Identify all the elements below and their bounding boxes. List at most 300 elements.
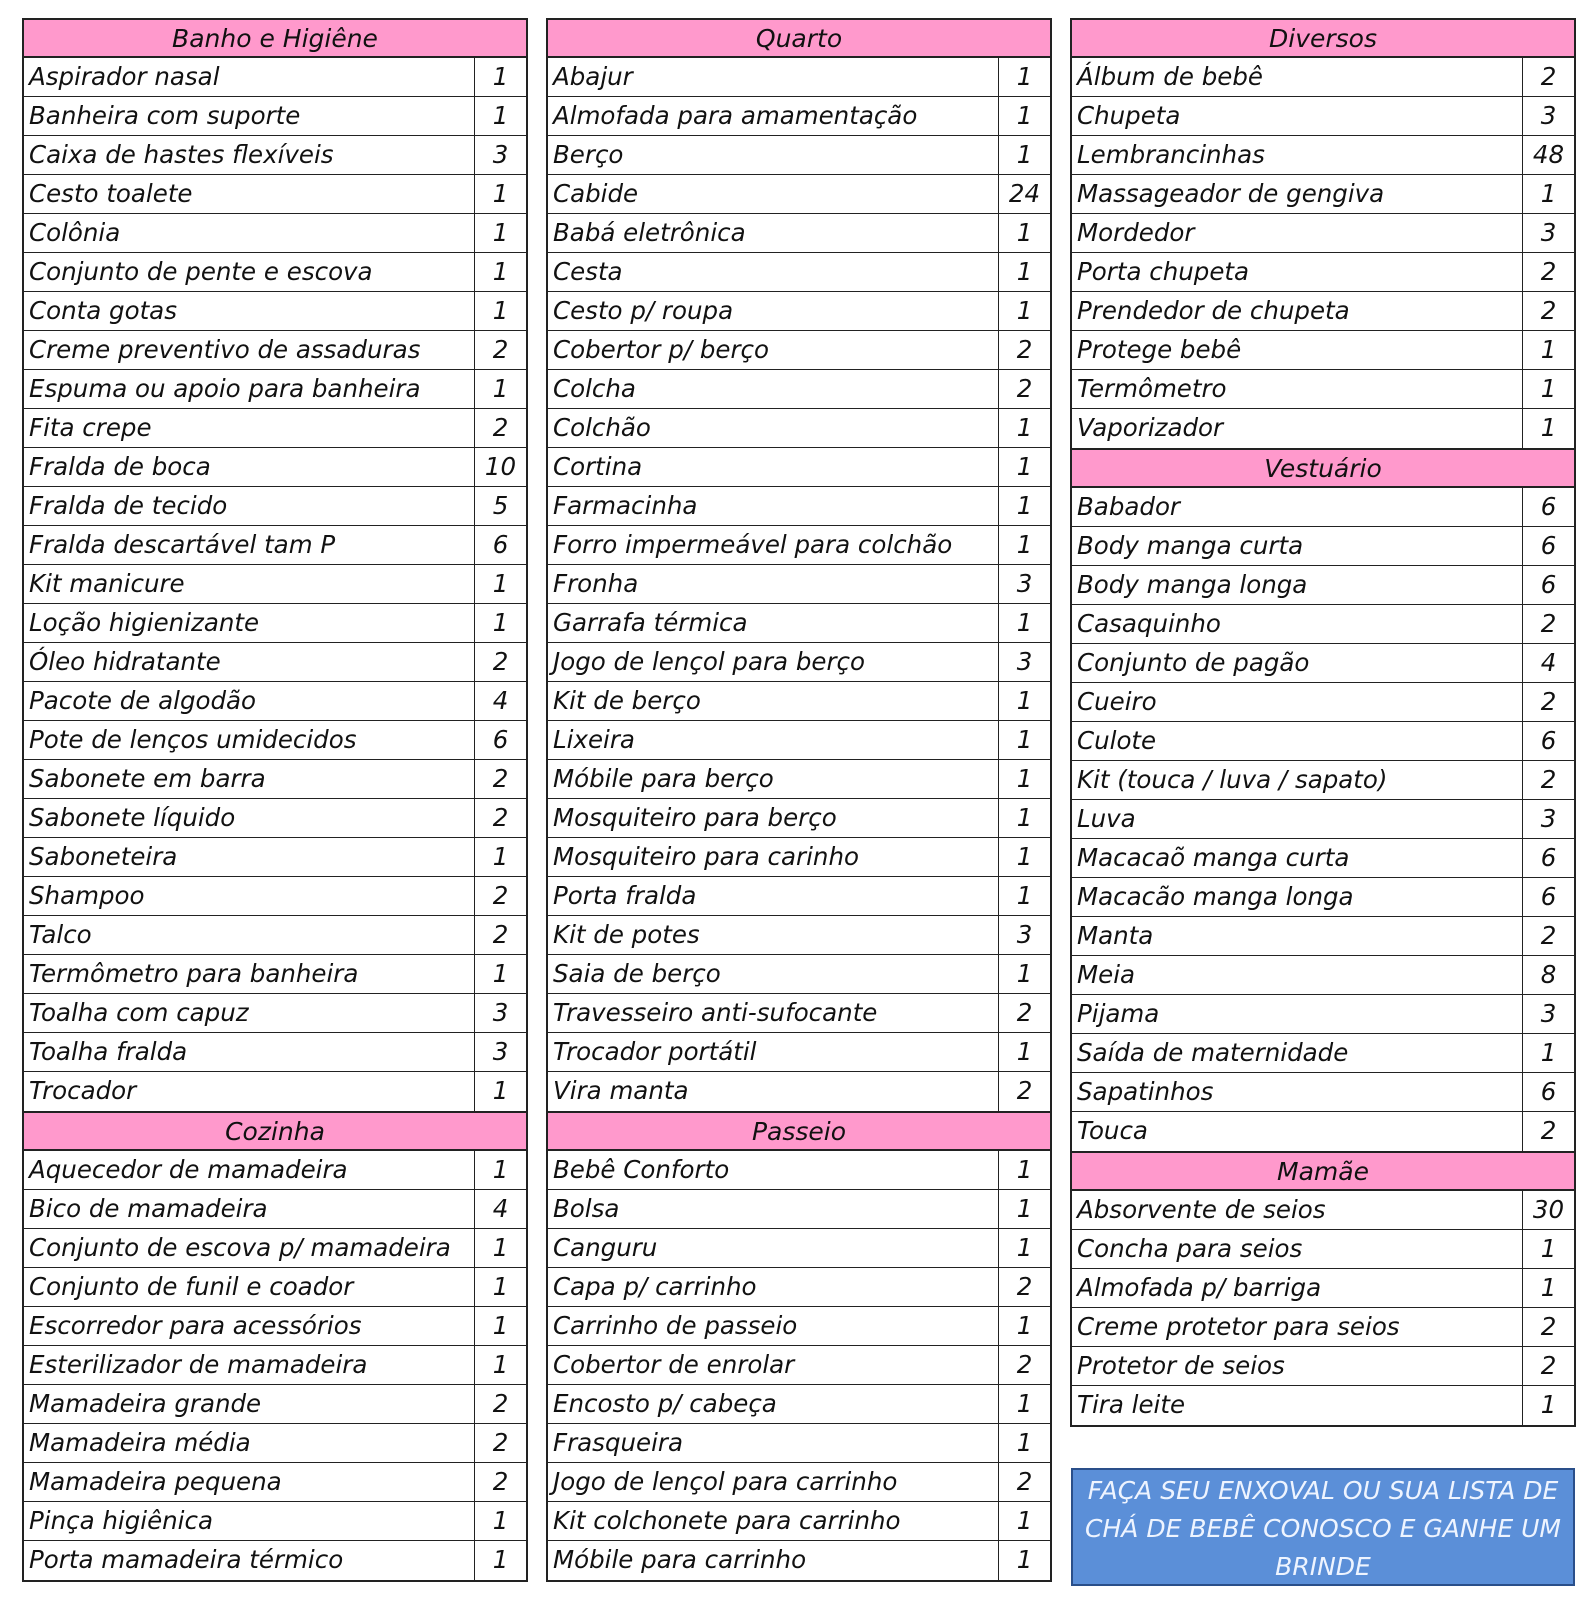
item-quantity: 2: [998, 1463, 1050, 1501]
item-row: [24, 877, 526, 916]
item-quantity: 1: [998, 1190, 1050, 1228]
item-quantity: 48: [1522, 136, 1574, 174]
item-row: [24, 1190, 526, 1229]
item-quantity: 3: [1522, 995, 1574, 1033]
item-row: [1072, 878, 1574, 917]
item-row: [1072, 214, 1574, 253]
item-row: [548, 175, 1050, 214]
item-name: Saia de berço: [553, 959, 721, 988]
category-table: [22, 1113, 528, 1582]
item-row: [24, 1463, 526, 1502]
item-row: [24, 1033, 526, 1072]
item-name: Mamadeira média: [29, 1428, 251, 1457]
item-quantity: 1: [474, 97, 526, 135]
item-row: [548, 409, 1050, 448]
item-row: [548, 1502, 1050, 1541]
item-name: Lembrancinhas: [1077, 140, 1265, 169]
item-name: Capa p/ carrinho: [553, 1272, 757, 1301]
item-row: [1072, 409, 1574, 448]
item-row: [24, 409, 526, 448]
item-name: Aquecedor de mamadeira: [29, 1155, 348, 1184]
item-row: [548, 97, 1050, 136]
item-name: Meia: [1077, 960, 1136, 989]
item-name: Mordedor: [1077, 218, 1195, 247]
item-quantity: 1: [474, 1502, 526, 1540]
item-row: [24, 370, 526, 409]
item-name: Saída de maternidade: [1077, 1038, 1349, 1067]
item-name: Forro impermeável para colchão: [553, 530, 953, 559]
item-name: Almofada p/ barriga: [1077, 1273, 1322, 1302]
item-row: [24, 1385, 526, 1424]
item-row: [1072, 722, 1574, 761]
item-row: [24, 916, 526, 955]
item-name: Farmacinha: [553, 491, 698, 520]
item-quantity: 2: [474, 331, 526, 369]
item-row: [1072, 175, 1574, 214]
item-row: [548, 877, 1050, 916]
item-quantity: 24: [998, 175, 1050, 213]
item-row: [548, 1268, 1050, 1307]
item-row: [1072, 956, 1574, 995]
item-quantity: 2: [998, 994, 1050, 1032]
item-name: Kit colchonete para carrinho: [553, 1506, 901, 1535]
category-header: Passeio: [548, 1113, 1050, 1151]
item-name: Vaporizador: [1077, 413, 1224, 442]
item-row: [548, 955, 1050, 994]
item-row: [24, 136, 526, 175]
item-row: [24, 955, 526, 994]
item-name: Casaquinho: [1077, 609, 1221, 638]
item-name: Prendedor de chupeta: [1077, 296, 1350, 325]
item-name: Creme protetor para seios: [1077, 1312, 1400, 1341]
item-quantity: 1: [474, 292, 526, 330]
category-header: Banho e Higiêne: [24, 20, 526, 58]
item-quantity: 1: [998, 1229, 1050, 1267]
item-quantity: 3: [1522, 214, 1574, 252]
item-name: Macacão manga longa: [1077, 882, 1354, 911]
category-table: [1070, 18, 1576, 450]
item-row: [24, 331, 526, 370]
item-quantity: 3: [474, 136, 526, 174]
item-row: [1072, 1308, 1574, 1347]
item-quantity: 1: [474, 1307, 526, 1345]
item-row: [24, 1424, 526, 1463]
item-name: Abajur: [553, 62, 633, 91]
item-quantity: 2: [1522, 1112, 1574, 1151]
item-name: Conjunto de pente e escova: [29, 257, 373, 286]
item-quantity: 2: [1522, 761, 1574, 799]
item-quantity: 1: [998, 526, 1050, 564]
item-name: Frasqueira: [553, 1428, 683, 1457]
item-name: Mamadeira grande: [29, 1389, 262, 1418]
item-row: [548, 136, 1050, 175]
item-quantity: 1: [474, 58, 526, 96]
item-row: [548, 565, 1050, 604]
item-name: Porta fralda: [553, 881, 697, 910]
item-name: Pote de lenços umidecidos: [29, 725, 357, 754]
item-quantity: 1: [998, 721, 1050, 759]
item-row: [548, 331, 1050, 370]
item-name: Kit manicure: [29, 569, 185, 598]
item-quantity: 6: [1522, 566, 1574, 604]
item-quantity: 1: [998, 292, 1050, 330]
item-quantity: 1: [998, 1307, 1050, 1345]
item-name: Concha para seios: [1077, 1234, 1303, 1263]
item-row: [548, 799, 1050, 838]
item-row: [1072, 1347, 1574, 1386]
item-row: [548, 838, 1050, 877]
item-quantity: 1: [998, 448, 1050, 486]
item-row: [1072, 1269, 1574, 1308]
item-row: [24, 1229, 526, 1268]
item-row: [24, 175, 526, 214]
item-quantity: 3: [1522, 97, 1574, 135]
item-quantity: 1: [474, 565, 526, 603]
item-row: [548, 487, 1050, 526]
item-row: [24, 721, 526, 760]
item-row: [1072, 97, 1574, 136]
item-row: [1072, 58, 1574, 97]
item-quantity: 4: [1522, 644, 1574, 682]
category-header: Vestuário: [1072, 450, 1574, 488]
category-header: Quarto: [548, 20, 1050, 58]
item-name: Toalha com capuz: [29, 998, 249, 1027]
item-row: [24, 487, 526, 526]
item-row: [548, 1424, 1050, 1463]
item-name: Macacaõ manga curta: [1077, 843, 1350, 872]
item-row: [24, 799, 526, 838]
item-name: Trocador: [29, 1076, 137, 1105]
item-row: [1072, 1034, 1574, 1073]
item-name: Espuma ou apoio para banheira: [29, 374, 421, 403]
item-quantity: 1: [998, 409, 1050, 447]
item-name: Fralda descartável tam P: [29, 530, 336, 559]
item-name: Talco: [29, 920, 92, 949]
item-row: [24, 760, 526, 799]
category-table: [22, 18, 528, 1113]
item-name: Termômetro para banheira: [29, 959, 359, 988]
item-name: Culote: [1077, 726, 1157, 755]
item-name: Cueiro: [1077, 687, 1157, 716]
item-name: Pinça higiênica: [29, 1506, 213, 1535]
item-row: [24, 253, 526, 292]
item-quantity: 2: [474, 916, 526, 954]
item-name: Fronha: [553, 569, 639, 598]
item-name: Chupeta: [1077, 101, 1181, 130]
category-table: [546, 18, 1052, 1113]
item-quantity: 2: [998, 1072, 1050, 1111]
item-name: Conta gotas: [29, 296, 177, 325]
item-row: [24, 526, 526, 565]
item-quantity: 2: [1522, 683, 1574, 721]
item-quantity: 4: [474, 1190, 526, 1228]
item-row: [548, 1385, 1050, 1424]
item-quantity: 1: [998, 58, 1050, 96]
item-name: Esterilizador de mamadeira: [29, 1350, 368, 1379]
item-quantity: 1: [998, 487, 1050, 525]
item-name: Jogo de lençol para carrinho: [553, 1467, 898, 1496]
item-name: Protege bebê: [1077, 335, 1242, 364]
category-table: [546, 1113, 1052, 1582]
item-row: [1072, 995, 1574, 1034]
item-quantity: 2: [1522, 605, 1574, 643]
category-header: Diversos: [1072, 20, 1574, 58]
item-row: [548, 214, 1050, 253]
item-quantity: 1: [474, 1151, 526, 1189]
item-quantity: 1: [998, 760, 1050, 798]
item-quantity: 2: [1522, 1308, 1574, 1346]
item-name: Toalha fralda: [29, 1037, 188, 1066]
item-quantity: 1: [998, 1424, 1050, 1462]
item-quantity: 1: [474, 1268, 526, 1306]
item-row: [548, 1307, 1050, 1346]
item-row: [1072, 1073, 1574, 1112]
item-name: Mosquiteiro para carinho: [553, 842, 859, 871]
item-quantity: 2: [1522, 292, 1574, 330]
promo-banner: [1071, 1468, 1575, 1586]
item-row: [24, 565, 526, 604]
item-name: Kit de berço: [553, 686, 701, 715]
item-row: [548, 604, 1050, 643]
item-quantity: 30: [1522, 1191, 1574, 1229]
item-quantity: 1: [1522, 1269, 1574, 1307]
item-quantity: 1: [998, 877, 1050, 915]
item-row: [548, 1229, 1050, 1268]
item-name: Absorvente de seios: [1077, 1195, 1326, 1224]
item-row: [1072, 839, 1574, 878]
item-row: [1072, 1191, 1574, 1230]
item-row: [24, 1151, 526, 1190]
item-quantity: 1: [998, 1033, 1050, 1071]
item-row: [548, 1033, 1050, 1072]
item-row: [24, 1268, 526, 1307]
item-quantity: 1: [1522, 1034, 1574, 1072]
item-name: Mosquiteiro para berço: [553, 803, 837, 832]
item-name: Conjunto de pagão: [1077, 648, 1310, 677]
item-row: [548, 1346, 1050, 1385]
item-quantity: 2: [1522, 1347, 1574, 1385]
item-quantity: 6: [1522, 839, 1574, 877]
item-row: [548, 994, 1050, 1033]
item-name: Trocador portátil: [553, 1037, 757, 1066]
item-quantity: 1: [1522, 370, 1574, 408]
item-quantity: 1: [1522, 1386, 1574, 1425]
item-quantity: 2: [1522, 253, 1574, 291]
item-name: Bolsa: [553, 1194, 620, 1223]
item-quantity: 3: [998, 565, 1050, 603]
item-quantity: 3: [998, 643, 1050, 681]
item-quantity: 1: [474, 175, 526, 213]
item-name: Colchão: [553, 413, 651, 442]
item-name: Lixeira: [553, 725, 635, 754]
item-row: [24, 1346, 526, 1385]
column-2: [546, 18, 1052, 1582]
item-quantity: 2: [474, 760, 526, 798]
item-quantity: 2: [998, 331, 1050, 369]
item-name: Fralda de boca: [29, 452, 211, 481]
item-name: Encosto p/ cabeça: [553, 1389, 777, 1418]
item-name: Body manga curta: [1077, 531, 1304, 560]
item-quantity: 1: [474, 1072, 526, 1111]
item-name: Touca: [1077, 1116, 1148, 1145]
item-name: Babador: [1077, 492, 1181, 521]
item-row: [1072, 761, 1574, 800]
item-row: [1072, 917, 1574, 956]
item-name: Aspirador nasal: [29, 62, 220, 91]
item-row: [548, 682, 1050, 721]
item-name: Porta chupeta: [1077, 257, 1250, 286]
item-name: Mamadeira pequena: [29, 1467, 282, 1496]
item-quantity: 2: [998, 370, 1050, 408]
item-row: [24, 292, 526, 331]
item-quantity: 2: [474, 877, 526, 915]
item-row: [1072, 1386, 1574, 1425]
item-quantity: 1: [474, 604, 526, 642]
item-row: [24, 994, 526, 1033]
item-quantity: 1: [998, 1502, 1050, 1540]
item-row: [548, 1151, 1050, 1190]
item-name: Termômetro: [1077, 374, 1227, 403]
item-name: Manta: [1077, 921, 1154, 950]
item-quantity: 6: [1522, 1073, 1574, 1111]
item-name: Bebê Conforto: [553, 1155, 730, 1184]
item-quantity: 1: [474, 1541, 526, 1580]
item-row: [548, 1072, 1050, 1111]
item-quantity: 1: [998, 955, 1050, 993]
item-quantity: 1: [998, 838, 1050, 876]
item-quantity: 1: [998, 214, 1050, 252]
item-row: [1072, 644, 1574, 683]
item-name: Cortina: [553, 452, 643, 481]
item-quantity: 2: [474, 1385, 526, 1423]
item-row: [1072, 136, 1574, 175]
item-row: [1072, 370, 1574, 409]
item-quantity: 10: [474, 448, 526, 486]
item-quantity: 1: [474, 1346, 526, 1384]
item-quantity: 1: [1522, 1230, 1574, 1268]
item-row: [24, 1541, 526, 1580]
item-quantity: 6: [1522, 488, 1574, 526]
item-name: Cobertor p/ berço: [553, 335, 770, 364]
item-quantity: 1: [998, 1541, 1050, 1580]
item-row: [1072, 331, 1574, 370]
item-quantity: 1: [1522, 175, 1574, 213]
item-name: Porta mamadeira térmico: [29, 1545, 344, 1574]
item-quantity: 8: [1522, 956, 1574, 994]
item-row: [1072, 527, 1574, 566]
item-name: Conjunto de funil e coador: [29, 1272, 354, 1301]
item-name: Álbum de bebê: [1077, 62, 1263, 91]
item-row: [548, 1190, 1050, 1229]
item-name: Protetor de seios: [1077, 1351, 1285, 1380]
item-quantity: 3: [474, 1033, 526, 1071]
promo-text: FAÇA SEU ENXOVAL OU SUA LISTA DE CHÁ DE BEBÊ CONOSCO E GANHE UM BRINDE: [1085, 1476, 1561, 1581]
item-name: Óleo hidratante: [29, 647, 221, 676]
item-row: [24, 643, 526, 682]
item-quantity: 6: [474, 721, 526, 759]
item-row: [24, 58, 526, 97]
item-row: [24, 1307, 526, 1346]
item-name: Colônia: [29, 218, 121, 247]
item-name: Kit de potes: [553, 920, 700, 949]
item-name: Loção higienizante: [29, 608, 260, 637]
item-row: [24, 682, 526, 721]
item-name: Babá eletrônica: [553, 218, 746, 247]
category-header: Mamãe: [1072, 1153, 1574, 1191]
item-quantity: 1: [1522, 331, 1574, 369]
item-row: [24, 838, 526, 877]
item-name: Caixa de hastes flexíveis: [29, 140, 334, 169]
item-quantity: 3: [474, 994, 526, 1032]
item-quantity: 1: [474, 838, 526, 876]
item-name: Móbile para berço: [553, 764, 774, 793]
item-row: [24, 1072, 526, 1111]
item-name: Travesseiro anti-sufocante: [553, 998, 878, 1027]
item-row: [24, 214, 526, 253]
item-name: Massageador de gengiva: [1077, 179, 1385, 208]
column-3: [1070, 18, 1576, 1427]
item-quantity: 3: [998, 916, 1050, 954]
category-header: Cozinha: [24, 1113, 526, 1151]
item-row: [24, 1502, 526, 1541]
item-name: Bico de mamadeira: [29, 1194, 268, 1223]
item-row: [24, 97, 526, 136]
category-table: [1070, 1153, 1576, 1427]
item-row: [1072, 800, 1574, 839]
item-quantity: 2: [474, 409, 526, 447]
item-name: Tira leite: [1077, 1390, 1186, 1419]
item-name: Almofada para amamentação: [553, 101, 918, 130]
item-row: [548, 448, 1050, 487]
item-name: Banheira com suporte: [29, 101, 301, 130]
item-name: Luva: [1077, 804, 1136, 833]
item-name: Jogo de lençol para berço: [553, 647, 866, 676]
item-name: Cabide: [553, 179, 639, 208]
item-name: Cesta: [553, 257, 623, 286]
item-quantity: 1: [998, 97, 1050, 135]
item-name: Vira manta: [553, 1076, 689, 1105]
item-quantity: 4: [474, 682, 526, 720]
item-name: Kit (touca / luva / sapato): [1077, 765, 1388, 794]
item-quantity: 1: [998, 253, 1050, 291]
item-row: [548, 1541, 1050, 1580]
item-quantity: 1: [474, 214, 526, 252]
item-row: [548, 760, 1050, 799]
item-name: Pijama: [1077, 999, 1160, 1028]
item-name: Berço: [553, 140, 624, 169]
item-name: Carrinho de passeio: [553, 1311, 798, 1340]
item-quantity: 1: [998, 1151, 1050, 1189]
item-row: [548, 292, 1050, 331]
category-table: [1070, 450, 1576, 1153]
item-quantity: 1: [998, 682, 1050, 720]
item-row: [548, 643, 1050, 682]
item-quantity: 1: [998, 604, 1050, 642]
item-name: Sabonete líquido: [29, 803, 236, 832]
item-name: Colcha: [553, 374, 636, 403]
item-name: Escorredor para acessórios: [29, 1311, 362, 1340]
item-row: [548, 526, 1050, 565]
item-row: [1072, 566, 1574, 605]
item-quantity: 1: [474, 955, 526, 993]
item-quantity: 1: [998, 1385, 1050, 1423]
item-quantity: 1: [1522, 409, 1574, 448]
item-quantity: 2: [998, 1268, 1050, 1306]
item-name: Garrafa térmica: [553, 608, 748, 637]
item-name: Saboneteira: [29, 842, 178, 871]
item-row: [548, 370, 1050, 409]
item-quantity: 6: [1522, 878, 1574, 916]
